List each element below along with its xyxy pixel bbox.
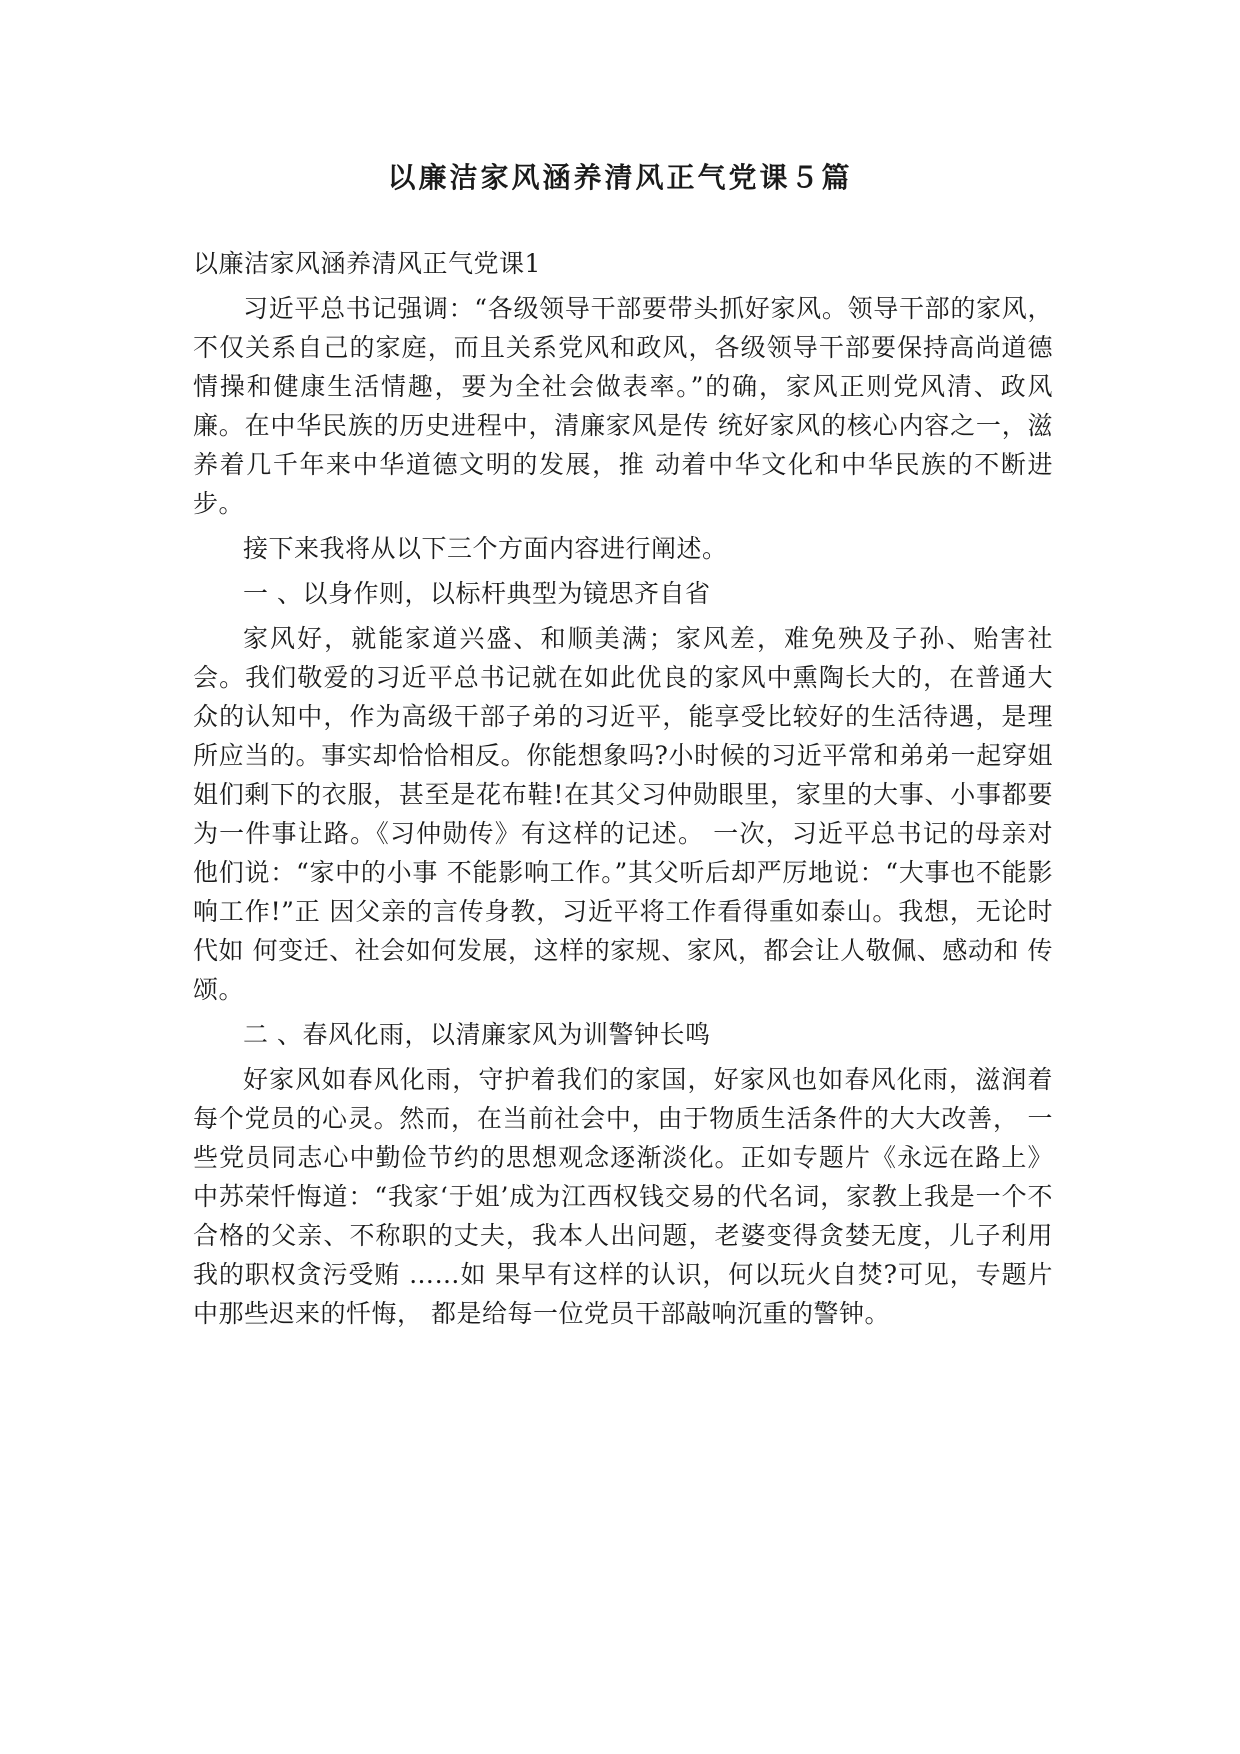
paragraph-section-2: 好家风如春风化雨，守护着我们的家国，好家风也如春风化雨，滋润着每个党员的心灵。然而，在当前社会中，由于物质生活条件的大大改善， 一些党员同志心中勤俭节约的思想观念逐渐淡化。正如专题片《永远在路上》中苏荣忏悔道：“我家‘于姐’成为江西权钱交易的代名词，家教上我是一个不合格的父亲、不称职的丈夫，我本人出问题，老婆变得贪婪无度，儿子利用我的职权贪污受贿 ……如 果早有这样的认识，何以玩火自焚?可见，专题片中那些迟来的忏悔， 都是给每一位党员干部敲响沉重的警钟。 [193,1065,1053,1328]
paragraph-outline: 接下来我将从以下三个方面内容进行阐述。 [243,534,728,563]
document-body [193,244,1053,1339]
section-heading-1: 一 、以身作则，以标杆典型为镜思齐自省 [243,579,711,608]
paragraph-intro: 习近平总书记强调：“各级领导干部要带头抓好家风。领导干部的家风，不仅关系自己的家庭，而且关系党风和政风，各级领导干部要保持高尚道德情操和健康生活情趣，要为全社会做表率。”的确，家风正则党风清、政风廉。在中华民族的历史进程中，清廉家风是传 统好家风的核心内容之一，滋养着几千年来中华道德文明的发展，推 动着中华文化和中华民族的不断进步。 [193,294,1053,518]
document-title: 以廉洁家风涵养清风正气党课５篇 [387,161,853,194]
paragraph-section-1: 家风好，就能家道兴盛、和顺美满；家风差，难免殃及子孙、贻害社会。我们敬爱的习近平总书记就在如此优良的家风中熏陶长大的，在普通大众的认知中，作为高级干部子弟的习近平，能享受比较好的生活待遇，是理所应当的。事实却恰恰相反。你能想象吗?小时候的习近平常和弟弟一起穿姐姐们剩下的衣服，甚至是花布鞋!在其父习仲勋眼里，家里的大事、小事都要为一件事让路。《习仲勋传》有这样的记述。 一次，习近平总书记的母亲对他们说：“家中的小事 不能影响工作。”其父听后却严厉地说：“大事也不能影响工作!”正 因父亲的言传身教，习近平将工作看得重如泰山。我想，无论时代如 何变迁、社会如何发展，这样的家规、家风，都会让人敬佩、感动和 传颂。 [193,624,1053,1004]
document-subtitle: 以廉洁家风涵养清风正气党课1 [193,249,541,278]
section-heading-2: 二 、春风化雨，以清廉家风为训警钟长鸣 [243,1020,711,1049]
